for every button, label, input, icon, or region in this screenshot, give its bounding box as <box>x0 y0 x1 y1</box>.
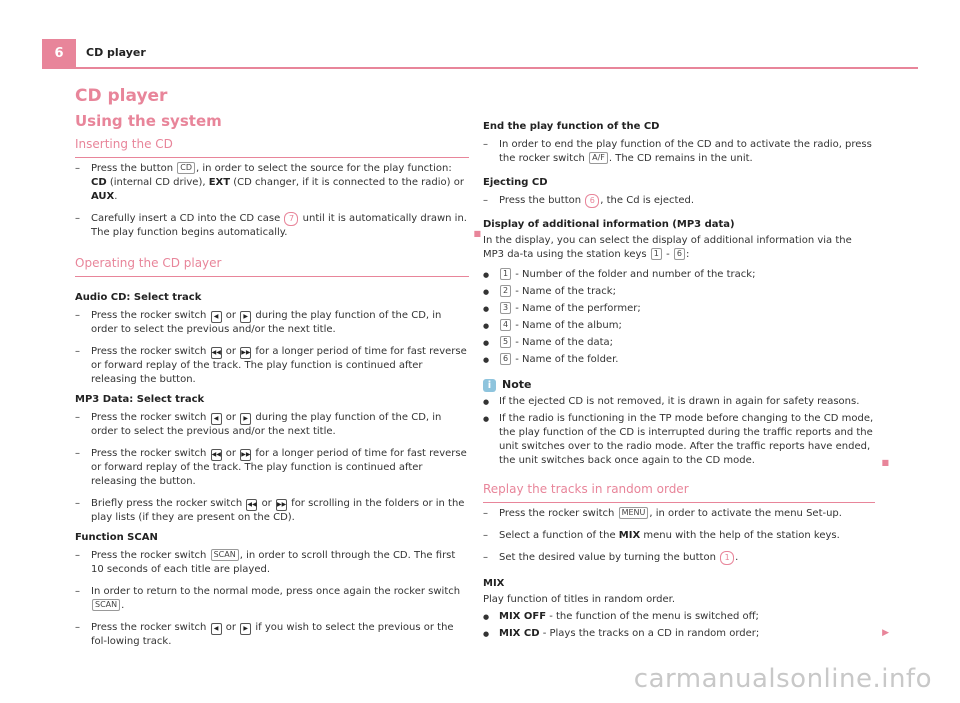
continue-icon: ▶ <box>882 628 889 639</box>
callout-number: 1 <box>720 551 734 565</box>
list-item: – Press the rocker switch SCAN , in order to scroll through the CD. The first 10 seconds of each title are played. <box>75 549 469 577</box>
inserting-heading: Inserting the CD <box>75 135 469 158</box>
fast-forward-icon: ▶▶ <box>240 449 251 461</box>
scan-heading: Function SCAN <box>75 532 158 543</box>
fast-forward-icon: ▶▶ <box>240 347 251 359</box>
end-of-section-icon: ■ <box>473 229 481 238</box>
fast-reverse-icon: ◀◀ <box>211 347 222 359</box>
page-number: 6 <box>42 39 76 69</box>
section-title: Using the system <box>75 112 222 130</box>
page-header <box>0 0 960 70</box>
scan-key-icon: SCAN <box>211 549 239 561</box>
list-item: – Select a function of the MIX menu with the help of the station keys. <box>483 529 875 543</box>
note-info-icon: i <box>483 379 496 392</box>
random-heading: Replay the tracks in random order <box>483 480 875 503</box>
station-key-icon: 6 <box>674 248 685 260</box>
display-heading: Display of additional information (MP3 data) <box>483 219 735 230</box>
station-key-icon: 5 <box>500 336 511 348</box>
note-item: ● If the radio is functioning in the TP mode before changing to the CD mode, the play function of the CD is interrupted during the traffic reports and the unit switches over to the radio mode. After the traffic reports have ended, the unit switches back once again to the CD mode. ■ <box>483 412 875 468</box>
station-key-icon: 1 <box>500 268 511 280</box>
callout-number: 6 <box>585 194 599 208</box>
list-item: – Press the rocker switch MENU , in order to activate the menu Set-up. <box>483 507 875 521</box>
rocker-right-icon: ▶ <box>240 311 251 323</box>
end-of-section-icon: ■ <box>881 458 889 468</box>
cd-key-icon: CD <box>177 162 195 174</box>
list-item: – Press the rocker switch ◀ or ▶ during the play function of the CD, in order to select the previous and/or the next title. <box>75 309 469 337</box>
list-item: – Set the desired value by turning the button 1 . <box>483 551 875 565</box>
rocker-right-icon: ▶ <box>240 413 251 425</box>
fast-forward-icon: ▶▶ <box>276 499 287 511</box>
list-item: – In order to end the play function of the CD and to activate the radio, press the rocker switch A/F . The CD remains in the unit. <box>483 138 875 166</box>
header-rule <box>76 67 918 69</box>
list-item: – Press the rocker switch ◀◀ or ▶▶ for a longer period of time for fast reverse or forward replay of the track. The play function is continued after releasing the button. <box>75 345 469 387</box>
scan-key-icon: SCAN <box>92 599 120 611</box>
rocker-left-icon: ◀ <box>211 623 222 635</box>
mp3-heading: MP3 Data: Select track <box>75 394 205 405</box>
list-item: – Carefully insert a CD into the CD case 7 until it is automatically drawn in. The play function begins automatically. ■ <box>75 212 469 240</box>
callout-number: 7 <box>284 212 298 226</box>
operating-heading: Operating the CD player <box>75 254 469 277</box>
list-item: – Press the rocker switch ◀ or ▶ if you wish to select the previous or the fol-lowing track. <box>75 621 469 649</box>
fast-reverse-icon: ◀◀ <box>246 499 257 511</box>
af-key-icon: A/F <box>589 152 608 164</box>
display-text: In the display, you can select the display of additional information via the MP3 da-ta using the station keys 1 - 6 : <box>483 235 852 260</box>
mix-heading: MIX <box>483 578 505 590</box>
mix-text: Play function of titles in random order. <box>483 594 676 606</box>
list-item: ● 5 - Name of the data; <box>483 336 875 350</box>
rocker-right-icon: ▶ <box>240 623 251 635</box>
note-header: i Note <box>483 377 875 392</box>
list-item: ● 1 - Number of the folder and number of the track; <box>483 268 875 282</box>
list-item: – In order to return to the normal mode, press once again the rocker switch SCAN . <box>75 585 469 613</box>
list-item: – Press the button 6 , the Cd is ejected. <box>483 194 875 208</box>
station-key-icon: 1 <box>651 248 662 260</box>
station-key-icon: 6 <box>500 353 511 365</box>
list-item: ● MIX OFF - the function of the menu is switched off; <box>483 610 875 624</box>
list-item: – Briefly press the rocker switch ◀◀ or ▶▶ for scrolling in the folders or in the play lists (if they are present on the CD). <box>75 497 469 525</box>
list-item: ● MIX CD - Plays the tracks on a CD in random order; ▶ <box>483 627 875 641</box>
menu-key-icon: MENU <box>619 507 649 519</box>
audio-heading: Audio CD: Select track <box>75 292 202 303</box>
watermark: carmanualsonline.info <box>633 663 932 694</box>
list-item: ● 4 - Name of the album; <box>483 319 875 333</box>
running-title: CD player <box>86 46 146 59</box>
fast-reverse-icon: ◀◀ <box>211 449 222 461</box>
list-item: – Press the button CD , in order to select the source for the play function: CD (internal CD drive), EXT (CD changer, if it is connected to the radio) or AUX. <box>75 162 469 204</box>
left-column <box>75 84 481 649</box>
eject-heading: Ejecting CD <box>483 177 548 188</box>
list-item: ● 6 - Name of the folder. <box>483 353 875 367</box>
list-item: – Press the rocker switch ◀ or ▶ during the play function of the CD, in order to select the previous and/or the next title. <box>75 411 469 439</box>
station-key-icon: 2 <box>500 285 511 297</box>
list-item: – Press the rocker switch ◀◀ or ▶▶ for a longer period of time for fast reverse or forward replay of the track. The play function is continued after releasing the button. <box>75 447 469 489</box>
right-column <box>483 120 889 641</box>
list-item: ● 2 - Name of the track; <box>483 285 875 299</box>
station-key-icon: 4 <box>500 319 511 331</box>
note-item: ● If the ejected CD is not removed, it is drawn in again for safety reasons. <box>483 395 875 409</box>
end-heading: End the play function of the CD <box>483 121 660 132</box>
list-item: ● 3 - Name of the performer; <box>483 302 875 316</box>
chapter-title: CD player <box>75 86 168 106</box>
rocker-left-icon: ◀ <box>211 311 222 323</box>
station-key-icon: 3 <box>500 302 511 314</box>
rocker-left-icon: ◀ <box>211 413 222 425</box>
